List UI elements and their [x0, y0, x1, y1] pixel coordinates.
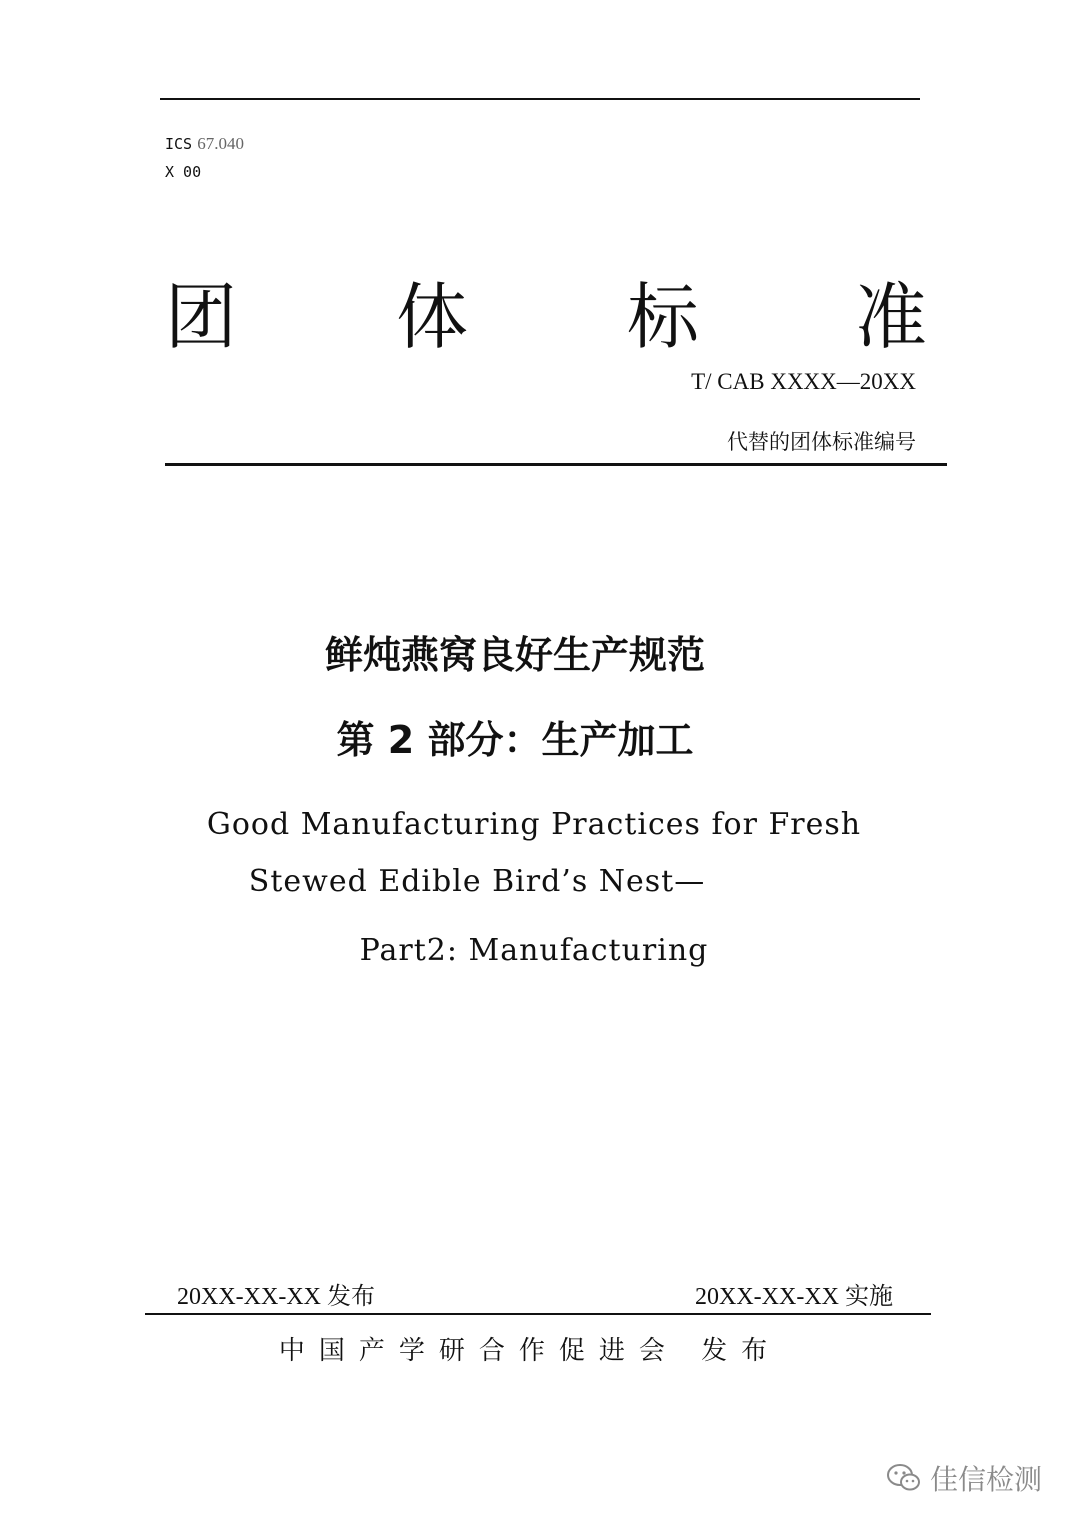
wechat-icon [886, 1462, 922, 1494]
watermark-text: 佳信检测 [929, 1463, 1042, 1496]
publisher [0, 1330, 1080, 1367]
title-en-line-1: Good Manufacturing Practices for Fresh [206, 807, 862, 842]
title-cn-part: 第 2 部分：生产加工 [336, 718, 694, 762]
replaced-standard: 代替的团体标准编号 [727, 430, 916, 454]
title-cn-main: 鲜炖燕窝良好生产规范 [324, 633, 705, 677]
ics-label: ICS [165, 135, 193, 153]
publish-date: 20XX-XX-XX 发布 [177, 1284, 375, 1310]
ics-classification [165, 134, 244, 154]
title-en-line-2: Stewed Edible Bird’s Nest— [248, 864, 706, 899]
footer-divider [145, 1313, 931, 1315]
top-divider [160, 98, 920, 100]
title-en-line-3: Part2: Manufacturing [359, 933, 709, 968]
doc-type-char: 准 [855, 275, 928, 359]
publisher-text: 中国产学研合作促进会 发布 [278, 1336, 782, 1366]
header-divider [165, 463, 947, 466]
doc-type-char: 体 [396, 275, 469, 359]
watermark [886, 1458, 1042, 1498]
doc-type-char: 标 [627, 275, 700, 359]
class-code: X 00 [165, 163, 202, 181]
ics-code: 67.040 [197, 134, 244, 153]
effective-date: 20XX-XX-XX 实施 [695, 1284, 893, 1310]
standard-number: T/ CAB XXXX—20XX [691, 369, 916, 394]
doc-type-char: 团 [165, 275, 238, 359]
